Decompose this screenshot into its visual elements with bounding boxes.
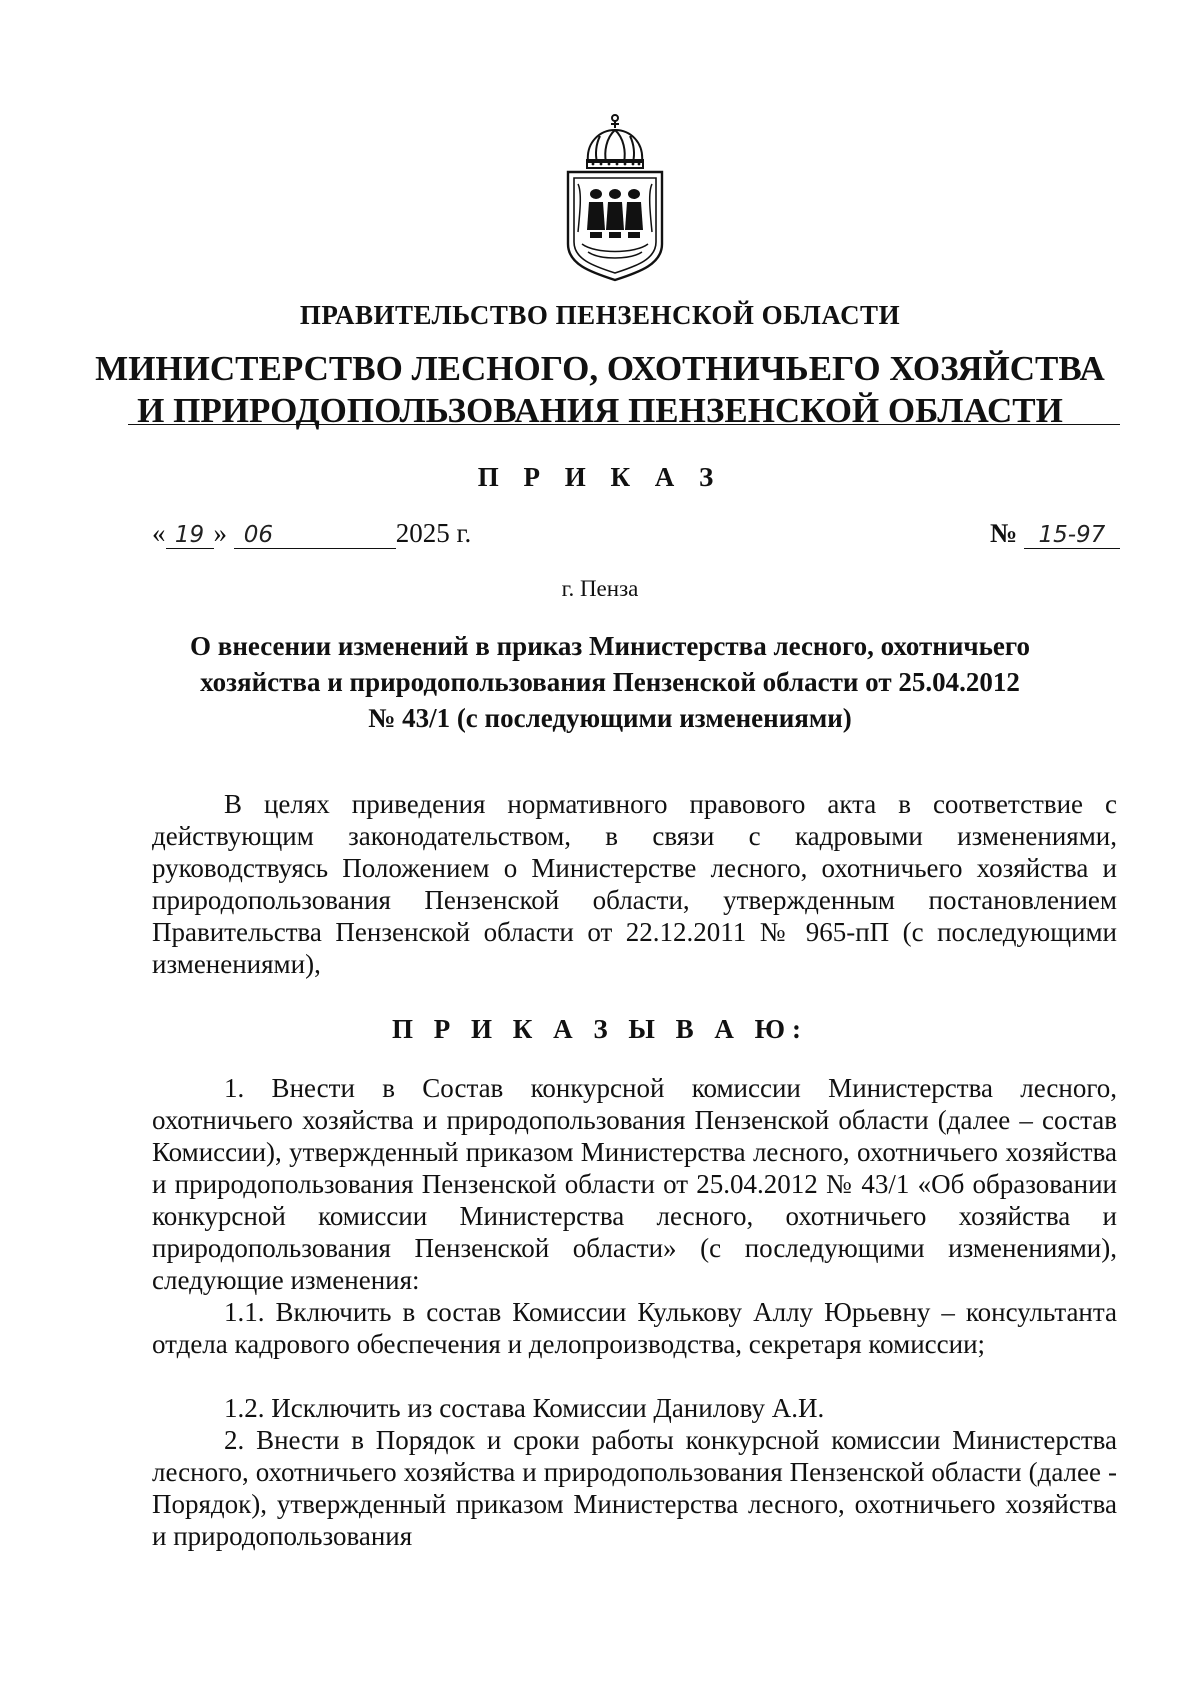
item-2-paragraph: 2. Внести в Порядок и сроки работы конкурсной комиссии Министерства лесного, охотничьего хозяйства и природопользования Пензенской области (далее - Порядок), утвержденный приказом Министерства лесного, охотничьего хозяйства и природопользования [152, 1425, 1117, 1551]
document-type: П Р И К А З [477, 462, 723, 492]
ministry-title [0, 348, 1200, 432]
ministry-title-line2: И ПРИРОДОПОЛЬЗОВАНИЯ ПЕНЗЕНСКОЙ ОБЛАСТИ [137, 391, 1063, 430]
item-1-paragraph: 1. Внести в Состав конкурсной комиссии Министерства лесного, охотничьего хозяйства и природопользования Пензенской области (далее – состав Комиссии), утвержденный приказом Министерства лесного, охотничьего хозяйства и природопользования Пензенской области от 25.04.2012 № 43/1 «Об образовании конкурсной комиссии Министерства лесного, охотничьего хозяйства и природопользования Пензенской области» (с последующими изменениями), следующие изменения: [152, 1073, 1117, 1295]
subject-line3: № 43/1 (с последующими изменениями) [368, 703, 852, 733]
coat-of-arms-icon [560, 112, 670, 284]
item-1-2-paragraph: 1.2. Исключить из состава Комиссии Данилову А.И. [224, 1393, 825, 1423]
subject-line2: хозяйства и природопользования Пензенской области от 25.04.2012 [200, 667, 1020, 697]
order-number [990, 518, 1120, 549]
date-year: 2025 г. [395, 518, 472, 548]
date-day: 19 [166, 522, 214, 549]
order-subject [150, 628, 1070, 736]
government-title: ПРАВИТЕЛЬСТВО ПЕНЗЕНСКОЙ ОБЛАСТИ [299, 300, 901, 330]
number-sign: № [990, 518, 1018, 548]
date-close-quote: » [213, 518, 227, 548]
date-month: 06 [234, 522, 396, 549]
city: г. Пенза [561, 576, 639, 601]
subject-line1: О внесении изменений в приказ Министерства лесного, охотничьего [190, 631, 1030, 661]
number-value: 15-97 [1024, 522, 1120, 549]
item-1-1-paragraph: 1.1. Включить в состав Комиссии Кулькову Аллу Юрьевну – консультанта отдела кадрового обеспечения и делопроизводства, секретаря комиссии; [152, 1297, 1117, 1359]
order-date [152, 518, 471, 549]
orders-heading: П Р И К А З Ы В А Ю: [392, 1014, 808, 1044]
date-open-quote: « [152, 518, 166, 548]
header-divider [128, 424, 1120, 425]
ministry-title-line1: МИНИСТЕРСТВО ЛЕСНОГО, ОХОТНИЧЬЕГО ХОЗЯЙСТВА [95, 349, 1105, 388]
preamble-paragraph: В целях приведения нормативного правового акта в соответствие с действующим законодательством, в связи с кадровыми изменениями, руководствуясь Положением о Министерстве лесного, охотничьего хозяйства и природопользования Пензенской области, утвержденным постановлением Правительства Пензенской области от 22.12.2011 № 965-пП (с последующими изменениями), [152, 789, 1117, 979]
